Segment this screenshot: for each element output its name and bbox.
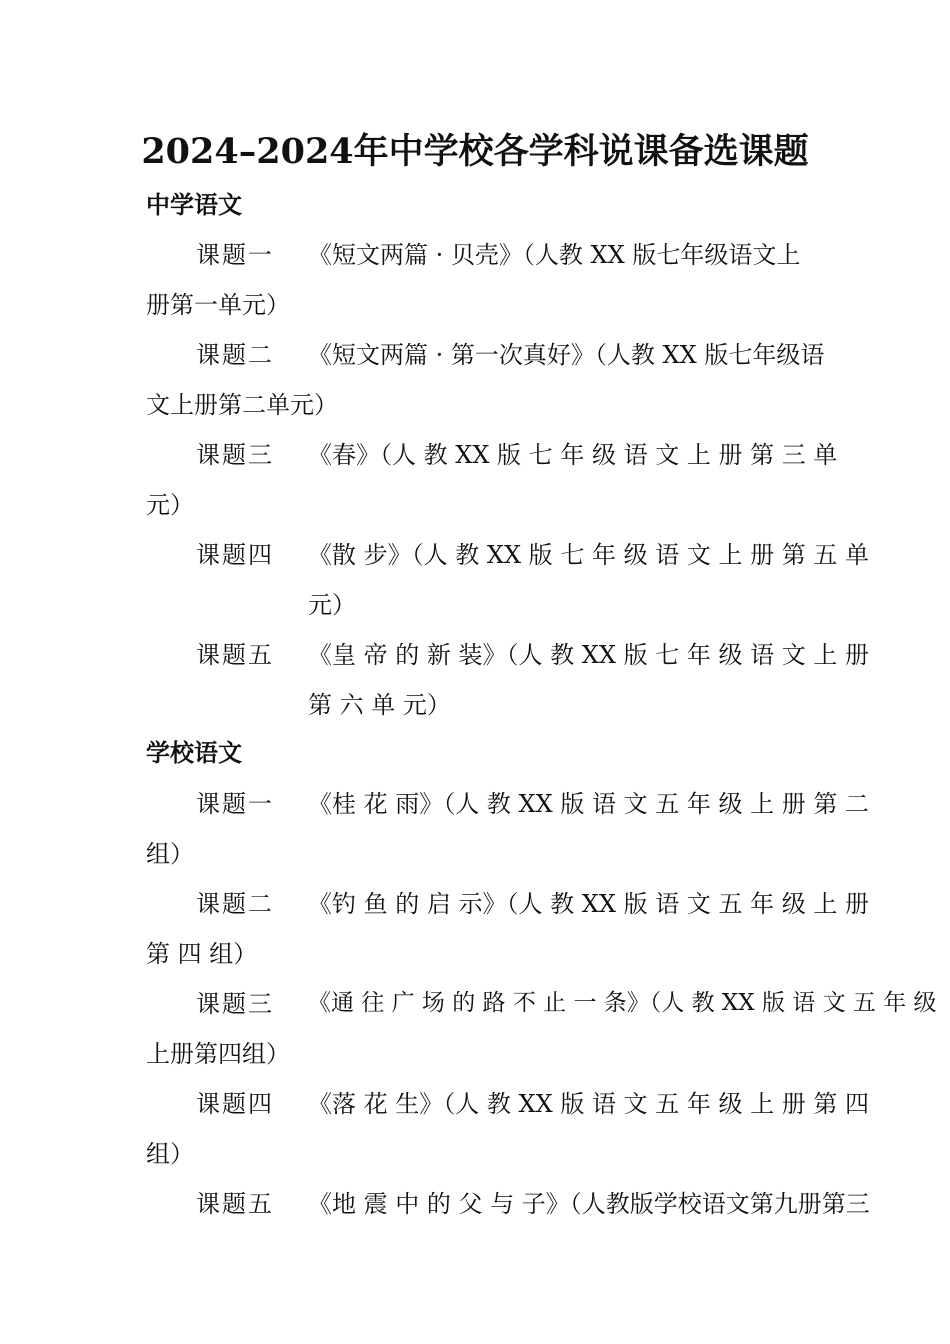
topic-text: 《春》（人 教 XX 版 七 年 级 语 文 上 册 第 三 单 <box>308 441 838 469</box>
topic-label: 课题一 <box>196 241 274 269</box>
topic-continuation: 文上册第二单元） <box>146 391 338 419</box>
topic-text: 《通 往 广 场 的 路 不 止 一 条》（人 教 XX 版 语 文 五 年 级 <box>308 990 937 1016</box>
topic-continuation: 上册第四组） <box>146 1040 290 1068</box>
topic-text: 《桂 花 雨》（人 教 XX 版 语 文 五 年 级 上 册 第 二 <box>308 790 869 818</box>
topic-continuation: 册第一单元） <box>146 291 290 319</box>
topic-continuation: 元） <box>308 591 356 619</box>
topic-label: 课题一 <box>196 790 274 818</box>
section-heading-middle-school-chinese: 中学语文 <box>146 191 242 219</box>
topic-label: 课题二 <box>196 341 274 369</box>
topic-continuation: 组） <box>146 840 194 868</box>
topic-continuation: 第 四 组） <box>146 940 258 968</box>
topic-text: 《皇 帝 的 新 装》（人 教 XX 版 七 年 级 语 文 上 册 <box>308 641 869 669</box>
topic-label: 课题五 <box>196 1190 274 1218</box>
topic-text: 《散 步》（人 教 XX 版 七 年 级 语 文 上 册 第 五 单 <box>308 541 869 569</box>
topic-label: 课题五 <box>196 641 274 669</box>
topic-text: 《钓 鱼 的 启 示》（人 教 XX 版 语 文 五 年 级 上 册 <box>308 890 869 918</box>
topic-label: 课题三 <box>196 441 274 469</box>
topic-text: 《落 花 生》（人 教 XX 版 语 文 五 年 级 上 册 第 四 <box>308 1090 869 1118</box>
topic-text: 《短文两篇 · 第一次真好》（人教 XX 版七年级语 <box>308 341 825 369</box>
topic-label: 课题四 <box>196 541 274 569</box>
section-heading-primary-school-chinese: 学校语文 <box>146 739 242 767</box>
topic-label: 课题三 <box>196 990 274 1018</box>
topic-text: 《短文两篇 · 贝壳》（人教 XX 版七年级语文上 <box>308 241 801 269</box>
topic-text: 《地 震 中 的 父 与 子》（人教版学校语文第九册第三 <box>308 1190 870 1218</box>
document-title: 2024–2024年中学校各学科说课备选课题 <box>141 131 809 172</box>
topic-continuation: 元） <box>146 491 194 519</box>
topic-label: 课题二 <box>196 890 274 918</box>
topic-continuation: 第 六 单 元） <box>308 691 451 719</box>
topic-label: 课题四 <box>196 1090 274 1118</box>
topic-continuation: 组） <box>146 1140 194 1168</box>
